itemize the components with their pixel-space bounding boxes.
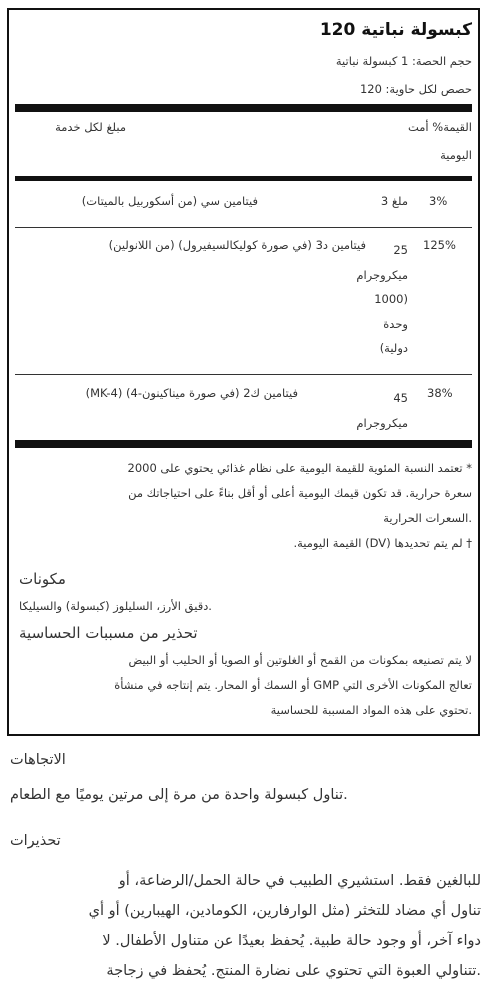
warning-line: للبالغين فقط. استشيري الطبيب في حالة الحمل/الرضاعة، أو <box>118 873 481 889</box>
allergen-line: .تحتوي على هذه المواد المسببة للحساسية <box>270 703 472 717</box>
row-amount <box>356 386 408 435</box>
serving-size: حجم الحصة: 1 كبسولة نباتية <box>335 54 472 68</box>
footnote <box>128 456 473 556</box>
amount-column-header: مبلغ لكل خدمة <box>55 120 126 134</box>
warning-line: .تتناولي العبوة التي تحتوي على نضارة المنتج. يُحفظ في زجاجة <box>106 963 481 979</box>
ingredients-text: .دقيق الأرز، السليلوز (كبسولة) والسيليكا <box>19 599 212 613</box>
supplement-facts-panel <box>7 8 480 736</box>
row-divider <box>15 227 472 228</box>
allergen-line: تعالج المكونات الأخرى التي GMP أو السمك أو المحار. يتم إنتاجه في منشأة <box>114 678 472 692</box>
thick-divider <box>15 440 472 448</box>
servings-per-container: حصص لكل حاوية: 120 <box>359 82 472 96</box>
allergen-text <box>114 648 472 723</box>
row-amount <box>356 238 408 361</box>
amount-line: دولية) <box>379 341 408 355</box>
thick-divider <box>15 104 472 112</box>
row-dv: 38% <box>427 386 453 400</box>
dv-column-header-2: اليومية <box>440 148 472 162</box>
row-divider <box>15 374 472 375</box>
footnote-line: سعرة حرارية. قد تكون قيمك اليومية أعلى أو أقل بناءً على احتياجاتك من <box>128 486 472 500</box>
panel-title: كبسولة نباتية 120 <box>319 20 472 40</box>
footnote-line: .السعرات الحرارية <box>383 511 472 525</box>
allergen-title: تحذير من مسببات الحساسية <box>19 624 198 642</box>
warnings-text <box>89 866 481 986</box>
row-name: فيتامين ك2 (في صورة ميناكينون-4) (MK-4) <box>85 386 298 400</box>
directions-title: الاتجاهات <box>10 752 66 768</box>
footnote-line: † لم يتم تحديدها (DV) القيمة اليومية. <box>293 536 472 550</box>
amount-line: ميكروجرام <box>356 267 408 282</box>
warning-line: دواء آخر، أو وجود حالة طبية. يُحفظ بعيدًا عن متناول الأطفال. لا <box>102 933 481 949</box>
amount-line: 45 <box>393 391 408 405</box>
directions-text: .تناول كبسولة واحدة من مرة إلى مرتين يوميًا مع الطعام <box>10 787 348 803</box>
row-amount: ملغ 3 <box>380 194 408 208</box>
row-name: فيتامين سي (من أسكوربيل بالميتات) <box>81 194 258 208</box>
dv-column-header: القيمة% أمت <box>407 120 472 134</box>
warnings-title: تحذيرات <box>10 833 61 849</box>
row-dv: 3% <box>429 194 448 208</box>
footnote-line: * تعتمد النسبة المئوية للقيمة اليومية على نظام غذائي يحتوي على 2000 <box>127 461 472 475</box>
amount-line: وحدة <box>383 316 408 331</box>
row-name: فيتامين د3 (في صورة كوليكالسيفيرول) (من اللانولين) <box>108 238 366 252</box>
amount-line: 25 <box>393 243 408 257</box>
allergen-line: لا يتم تصنيعه بمكونات من القمح أو الغلوتين أو الصويا أو الحليب أو البيض <box>128 653 472 667</box>
ingredients-title: مكونات <box>19 570 66 588</box>
warning-line: تناول أي مضاد للتخثر (مثل الوارفارين، الكومادين، الهيبارين) أو أي <box>88 903 481 919</box>
row-dv: 125% <box>423 238 456 252</box>
medium-divider <box>15 176 472 181</box>
amount-line: (1000 <box>374 292 408 306</box>
amount-line: ميكروجرام <box>356 415 408 430</box>
